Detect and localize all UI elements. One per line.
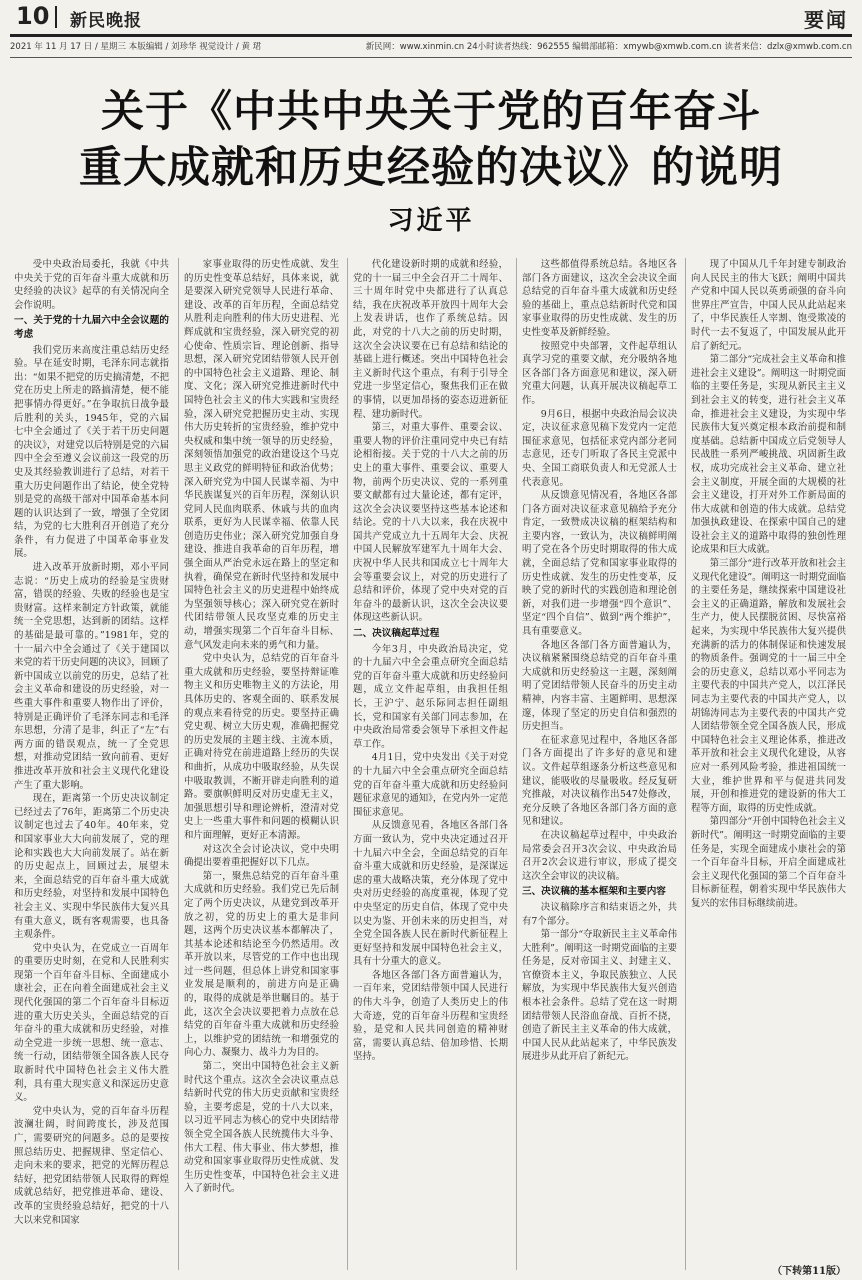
- paragraph: 对这次全会讨论决议，党中央明确提出要着重把握好以下几点。: [184, 843, 339, 869]
- paragraph: 在征求意见过程中，各地区各部门各方面提出了许多好的意见和建议。文件起草组逐条分析这些意见和建议，能吸收的尽量吸收。经反复研究推敲，对决议稿作出547处修改，充分反映了各地区各部门各方面的意见和建议。: [522, 734, 677, 828]
- column-separator: [347, 258, 348, 1270]
- meta-rule: [10, 57, 852, 58]
- paragraph: 党中央认为，在党成立一百周年的重要历史时刻，在党和人民胜利实现第一个百年奋斗目标、全面建成小康社会，正在向着全面建成社会主义现代化强国的第二个百年奋斗目标迈进的重大历史关头，全面总结党的百年奋斗的重大成就和历史经验，对推动全党进一步统一思想、统一意志、统一行动，团结带领全国各族人民夺取新时代中国特色社会主义伟大胜利，具有重大现实意义和深远历史意义。: [14, 942, 169, 1104]
- paragraph: 4月1日，党中央发出《关于对党的十九届六中全会重点研究全面总结党的百年奋斗重大成就和历史经验问题征求意见的通知》，在党内外一定范围征求意见。: [353, 752, 508, 818]
- column-separator: [685, 258, 686, 1270]
- header-divider: [55, 6, 57, 28]
- paragraph: 家事业取得的历史性成就、发生的历史性变革总结好，具体来说，就是要深入研究党领导人民进行革命、建设、改革的百年历程，全面总结党从胜利走向胜利的伟大历史进程、光辉成就和宝贵经验，深入研究党的初心使命、性质宗旨、理论创新、指导思想，深入研究党团结带领人民开创的中国特色社会主义道路、理论、制度、文化；深入研究党推进新时代中国特色社会主义的伟大实践和宝贵经验，深入研究党把握历史主动、实现伟大历史转折的宝贵经验，维护党中央权威和集中统一领导的历史经验，深刻领悟加强党的政治建设这个马克思主义政党的鲜明特征和政治优势；深入研究党为中国人民谋幸福、为中华民族谋复兴的百年历程，深刻认识党同人民血肉联系、休戚与共的血肉联系，更好为人民谋幸福、依靠人民创造历史伟业；深入研究党加强自身建设、推进自我革命的百年历程，增强全面从严治党永远在路上的坚定和执着，确保党在新时代坚持和发展中国特色社会主义的历史进程中始终成为坚强领导核心；深入研究党在新时代团结带领人民攻坚克难的历史主动，增强实现第二个百年奋斗目标、意气风发走向未来的勇气和力量。: [184, 259, 339, 651]
- column-5: [691, 258, 846, 1270]
- column-2: [184, 258, 339, 1270]
- section-name: 要闻: [804, 8, 848, 32]
- column-3: [353, 258, 508, 1270]
- newspaper-name: 新民晚报: [70, 11, 142, 31]
- paragraph: 第二部分“完成社会主义革命和推进社会主义建设”。阐明这一时期党面临的主要任务是，实现从新民主主义到社会主义的转变，进行社会主义革命，推进社会主义建设，为实现中华民族伟大复兴奠定根本政治前提和制度基础。总结新中国成立后党领导人民战胜一系列严峻挑战、巩固新生政权，成功完成社会主义革命、建立社会主义制度，开展全面的大规模的社会主义建设，打开对外工作新局面的伟大成就和创造的伟大成就。总结党加强执政建设、在探索中国自己的建设社会主义的道路中取得的独创性理论成果和巨大成就。: [691, 354, 846, 556]
- paragraph: 现在，距离第一个历史决议制定已经过去了76年，距离第二个历史决议制定也过去了40年。40年来，党和国家事业大大向前发展了，党的理论和实践也大大向前发展了。站在新的历史起点上，回顾过去，展望未来，全面总结党的百年奋斗重大成就和历史经验，对坚持和发展中国特色社会主义、实现中华民族伟大复兴具有重大意义，既有客观需要，也具备主观条件。: [14, 793, 169, 941]
- paragraph: 这些都值得系统总结。各地区各部门各方面建议，这次全会决议全面总结党的百年奋斗重大成就和历史经验的基础上，重点总结新时代党和国家事业取得的历史性成就、发生的历史性变革及新鲜经验。: [522, 259, 677, 338]
- headline-line-2: 重大成就和历史经验的决议》的说明: [79, 143, 783, 193]
- column-separator: [516, 258, 517, 1270]
- paragraph: 各地区各部门各方面普遍认为，决议稿紧紧围绕总结党的百年奋斗重大成就和历史经验这一主题，深刻阐明了党团结带领人民奋斗的历史主动精神，内容丰富、主题鲜明、思想深邃，体现了坚定的历史自信和强烈的历史担当。: [522, 639, 677, 733]
- meta-row: [10, 40, 852, 54]
- paragraph: 第一，聚焦总结党的百年奋斗重大成就和历史经验。我们党已先后制定了两个历史决议，从建党到改革开放之初，党的历史上的重大是非问题，这两个历史决议基本都解决了，其基本论述和结论至今仍然适用。改革开放以来，尽管党的工作中也出现过一些问题，但总体上讲党和国家事业发展是顺利的，前进方向是正确的，取得的成就是举世瞩目的。基于此，这次全会决议要把着力点放在总结党的百年奋斗重大成就和历史经验上，以维护党的团结统一和增强党的向心力、凝聚力、战斗力为目的。: [184, 870, 339, 1059]
- article-body: [14, 258, 848, 1270]
- paragraph: 决议稿除序言和结束语之外，共有7个部分。: [522, 901, 677, 927]
- header-rule: [10, 34, 852, 37]
- paragraph: 第二，突出中国特色社会主义新时代这个重点。这次全会决议重点总结新时代党的伟大历史贡献和宝贵经验，主要考虑是，党的十八大以来，以习近平同志为核心的党中央团结带领全党全国各族人民统揽伟大斗争、伟大工程、伟大事业、伟大梦想，推动党和国家事业取得历史性成就、发生历史性变革，中国特色社会主义进入了新时代。: [184, 1061, 339, 1195]
- paragraph: 第四部分“开创中国特色社会主义新时代”。阐明这一时期党面临的主要任务是，实现全面建成小康社会的第一个百年奋斗目标，开启全面建成社会主义现代化强国的第二个百年奋斗目标新征程，朝着实现中华民族伟大复兴的宏伟目标继续前进。: [691, 816, 846, 909]
- paragraph: 党中央认为，总结党的百年奋斗重大成就和历史经验，要坚持辩证唯物主义和历史唯物主义的方法论，用具体历史的、客观全面的、联系发展的观点来看待党的历史。要坚持正确党史观、树立大历史观，准确把握党的历史发展的主题主线、主流本质，正确对待党在前进道路上经历的失误和曲折，从成功中吸取经验，从失误中吸取教训，不断开辟走向胜利的道路。要旗帜鲜明反对历史虚无主义，加强思想引导和理论辨析，澄清对党史上一些重大事件和问题的模糊认识和片面理解，更好正本清源。: [184, 653, 339, 841]
- paragraph: 党中央认为，党的百年奋斗历程波澜壮阔，时间跨度长，涉及范围广，需要研究的问题多。总的是要按照总结历史、把握规律、坚定信心、走向未来的要求，把党的光辉历程总结好，把党团结带领人民取得的辉煌成就总结好，把党推进革命、建设、改革的宝贵经验总结好，把党的十八大以来党和国家: [14, 1105, 169, 1226]
- paragraph: 现了中国从几千年封建专制政治向人民民主的伟大飞跃；阐明中国共产党和中国人民以英勇顽强的奋斗向世界庄严宣告，中国人民从此站起来了，中华民族任人宰割、饱受欺凌的时代一去不复返了，中国发展从此开启了新纪元。: [691, 259, 846, 352]
- section-heading: 三、决议稿的基本框架和主要内容: [522, 886, 666, 898]
- headline: [0, 84, 862, 196]
- paragraph: 进入改革开放新时期，邓小平同志说：“历史上成功的经验是宝贵财富，错误的经验、失败的经验也是宝贵财富。这样来制定方针政策，就能统一全党思想，达到新的团结。这样的基础是最可靠的。”1981年，党的十一届六中全会通过了《关于建国以来党的若干历史问题的决议》，回顾了新中国成立以前党的历史，总结了社会主义革命和建设的历史经验，对一些重大事件和重要人物作出了评价，特别是正确评价了毛泽东同志和毛泽东思想，分清了是非，纠正了“左”右两方面的错误观点，统一了全党思想，对推动党团结一致向前看、更好推进改革开放和社会主义现代化建设产生了重大影响。: [14, 562, 169, 791]
- paragraph: 各地区各部门各方面普遍认为，一百年来，党团结带领中国人民进行的伟大斗争，创造了人类历史上的伟大奇迹，党的百年奋斗历程和宝贵经验，是党和人民共同创造的精神财富，需要认真总结、倍加珍惜、长期坚持。: [353, 969, 508, 1063]
- continued-note: （下转第11版）: [770, 1262, 848, 1277]
- paragraph: 第一部分“夺取新民主主义革命伟大胜利”。阐明这一时期党面临的主要任务是，反对帝国主义、封建主义、官僚资本主义，争取民族独立、人民解放，为实现中华民族伟大复兴创造根本社会条件。总结了党在这一时期团结带领人民浴血奋战、百折不挠，创造了新民主主义革命的伟大成就，中国人民从此站起来了，中华民族发展进步从此开启了新纪元。: [522, 929, 677, 1063]
- page-number: 10: [16, 2, 50, 30]
- section-heading: 一、关于党的十九届六中全会议题的考虑: [14, 315, 169, 340]
- column-separator: [178, 258, 179, 1270]
- paragraph: 第三部分“进行改革开放和社会主义现代化建设”。阐明这一时期党面临的主要任务是，继续探索中国建设社会主义的正确道路，解放和发展社会生产力，使人民摆脱贫困、尽快富裕起来，为实现中华民族伟大复兴提供充满新的活力的体制保证和快速发展的物质条件。强调党的十一届三中全会的历史意义，总结以邓小平同志为主要代表的中国共产党人，以江泽民同志为主要代表的中国共产党人，以胡锦涛同志为主要代表的中国共产党人团结带领全党全国各族人民，形成中国特色社会主义理论体系，推进改革开放和社会主义现代化建设，从容应对一系列风险考验，推进祖国统一大业，维护世界和平与促进共同发展，开创和推进党的建设新的伟大工程等方面，取得的历史性成就。: [691, 558, 846, 814]
- page-header: [0, 0, 862, 34]
- paragraph: 受中央政治局委托，我就《中共中央关于党的百年奋斗重大成就和历史经验的决议》起草的有关情况向全会作说明。: [14, 259, 169, 311]
- paragraph: 按照党中央部署，文件起草组认真学习党的重要文献，充分吸纳各地区各部门各方面意见和建议，深入研究重大问题，认真开展决议稿起草工作。: [522, 340, 677, 406]
- column-1: [14, 258, 169, 1270]
- column-4: [522, 258, 677, 1270]
- paragraph: 在决议稿起草过程中，中央政治局常委会召开3次会议、中央政治局召开2次会议进行审议，形成了提交这次全会审议的决议稿。: [522, 829, 677, 882]
- headline-line-1: 关于《中共中央关于党的百年奋斗: [101, 87, 761, 137]
- paragraph: 从反馈意见看，各地区各部门各方面一致认为，党中央决定通过召开十九届六中全会，全面总结党的百年奋斗重大成就和历史经验，是深谋远虑的重大战略决策，充分体现了党中央对历史经验的高度重视，体现了党中央坚定的历史自信，体现了党中央以史为鉴、开创未来的历史担当，对全党全国各族人民在新时代新征程上更好坚持和发展中国特色社会主义，具有十分重大的意义。: [353, 820, 508, 968]
- paragraph: 代化建设新时期的成就和经验，党的十一届三中全会召开二十周年、三十周年时党中央都进行了认真总结，我在庆祝改革开放四十周年大会上发表讲话，也作了系统总结。因此，对党的十八大之前的历史时期，这次全会决议要在已有总结和结论的基础上进行概述。突出中国特色社会主义新时代这个重点，有利于引导全党进一步坚定信心，聚焦我们正在做的事情，以更加昂扬的姿态迈进新征程、建功新时代。: [353, 259, 508, 420]
- paragraph: 我们党历来高度注重总结历史经验。早在延安时期，毛泽东同志就指出：“如果不把党的历史搞清楚，不把党在历史上所走的路搞清楚，便不能把事情办得更好。”在争取抗日战争最后胜利的关头，1945年，党的六届七中全会通过了《关于若干历史问题的决议》，对建党以后特别是党的六届四中全会至遵义会议前这一段党的历史及其经验教训进行了总结，对若干重大历史问题作出了结论，使全党特别是党的高级干部对中国革命基本问题的认识达到了一致，增强了全党团结，为党的七大胜利召开创造了充分条件，有力促进了中国革命事业发展。: [14, 344, 169, 560]
- byline: 习近平: [387, 206, 475, 236]
- paragraph: 9月6日，根据中央政治局会议决定，决议征求意见稿下发党内一定范围征求意见，包括征求党内部分老同志意见，还专门听取了各民主党派中央、全国工商联负责人和无党派人士代表意见。: [522, 408, 677, 488]
- section-heading: 二、决议稿起草过程: [353, 628, 440, 640]
- paragraph: 从反馈意见情况看，各地区各部门各方面对决议征求意见稿给予充分肯定，一致赞成决议稿的框架结构和主要内容，一致认为，决议稿鲜明阐明了党在各个历史时期取得的伟大成就，全面总结了党和国家事业取得的历史性成就、发生的历史性变革，反映了党的新时代的实践创造和理论创新，对我们进一步增强“四个意识”、坚定“四个自信”、做到“两个维护”，具有重要意义。: [522, 490, 677, 638]
- meta-right: 新民网：www.xinmin.cn 24小时读者热线：962555 编辑部邮箱：xmywb@xmwb.com.cn 读者来信：dzlx@xmwb.com.cn: [365, 42, 852, 52]
- paragraph: 第三，对重大事件、重要会议、重要人物的评价注重同党中央已有结论相衔接。关于党的十八大之前的历史上的重大事件、重要会议、重要人物，前两个历史决议、党的一系列重要文献都有过大量论述，都有定评，这次全会决议要坚持这些基本论述和结论。党的十八大以来，我在庆祝中国共产党成立九十五周年大会、庆祝中国人民解放军建军九十周年大会、庆祝中华人民共和国成立七十周年大会等重要会议上，对党的历史进行了总结和评价，体现了党中央对党的百年奋斗的最新认识，这次全会决议要体现这些新认识。: [353, 422, 508, 624]
- meta-left: 2021 年 11 月 17 日 / 星期三 本版编辑 / 刘珍华 视觉设计 / 黄 珺: [10, 42, 262, 52]
- paragraph: 今年3月，中央政治局决定，党的十九届六中全会重点研究全面总结党的百年奋斗重大成就和历史经验问题，成立文件起草组，由我担任组长，王沪宁、赵乐际同志担任副组长，党和国家有关部门同志参加，在中央政治局常委会领导下承担文件起草工作。: [353, 643, 508, 750]
